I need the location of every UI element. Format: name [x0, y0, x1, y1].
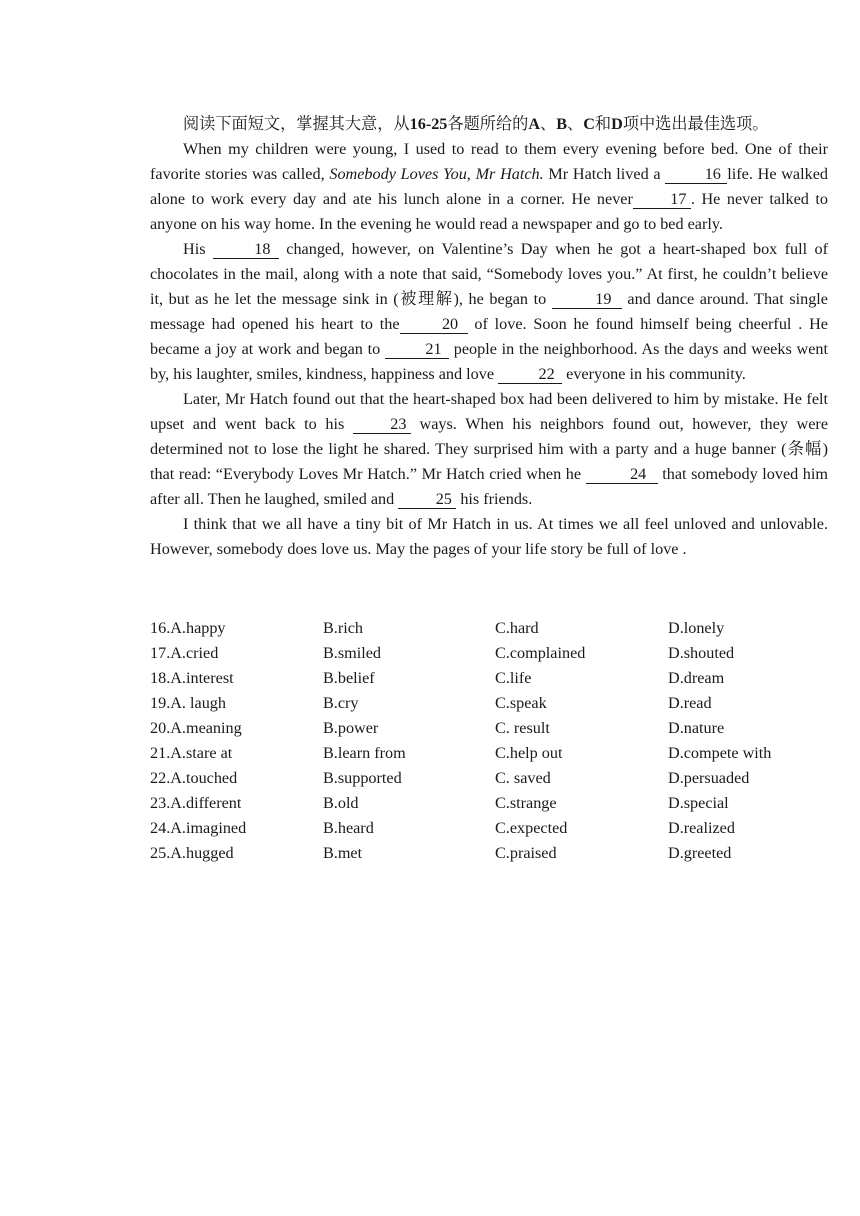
option-b: B.supported: [323, 769, 402, 787]
option-d: D.persuaded: [668, 769, 750, 787]
instruction-option-a: A: [528, 115, 541, 133]
instruction-option-d: D: [611, 115, 623, 133]
paragraph-text: When my children were young, I used to read to them every evening before bed. One of their favorite stories was called,: [150, 140, 828, 183]
paragraph-text: of love. Soon he found himself being cheerful . He became a joy at work and began to: [150, 315, 828, 358]
paragraph-text: his friends.: [456, 490, 533, 508]
blank-17: 17: [633, 191, 691, 209]
option-c: C.strange: [495, 794, 557, 812]
answer-options: [150, 616, 830, 866]
blank-19: 19: [552, 291, 622, 309]
option-a: 17.A.cried: [150, 644, 219, 662]
option-c: C. saved: [495, 769, 551, 787]
blank-24: 24: [586, 466, 658, 484]
blank-18: 18: [213, 241, 279, 259]
option-a: 24.A.imagined: [150, 819, 247, 837]
option-b: B.heard: [323, 819, 374, 837]
cloze-passage: [150, 112, 828, 562]
option-c: C.life: [495, 669, 532, 687]
paragraph-2: [150, 237, 828, 387]
blank-23: 23: [353, 416, 411, 434]
option-row: [150, 766, 830, 791]
instruction-line: [150, 112, 828, 137]
option-c: C.help out: [495, 744, 563, 762]
paragraph-text: and dance around. That single message had opened his heart to the: [150, 290, 828, 333]
paragraph-text: His: [183, 240, 213, 258]
option-b: B.power: [323, 719, 379, 737]
instruction-range: 16-25: [409, 115, 448, 133]
option-d: D.special: [668, 794, 729, 812]
paragraph-text: Mr Hatch lived a: [543, 165, 666, 183]
option-b: B.met: [323, 844, 363, 862]
paragraph-text: changed, however, on Valentine’s Day when he got a heart-shaped box full of chocolates in the mail, along with a note that said, “Somebody loves you.” At first, he couldn’t believe it, but as he let the message sink in (被理解), he began to: [150, 240, 828, 308]
option-d: D.realized: [668, 819, 735, 837]
option-a: 23.A.different: [150, 794, 242, 812]
option-row: [150, 841, 830, 866]
paragraph-text: everyone in his community.: [562, 365, 746, 383]
option-d: D.compete with: [668, 744, 772, 762]
option-row: [150, 791, 830, 816]
blank-21: 21: [385, 341, 449, 359]
story-title: Somebody Loves You, Mr Hatch.: [329, 165, 544, 183]
option-b: B.learn from: [323, 744, 406, 762]
option-row: [150, 741, 830, 766]
option-a: 22.A.touched: [150, 769, 238, 787]
option-d: D.lonely: [668, 619, 725, 637]
option-a: 20.A.meaning: [150, 719, 242, 737]
paragraph-4: I think that we all have a tiny bit of Mr Hatch in us. At times we all feel unloved and unlovable. However, somebody does love us. May the pages of your life story be full of love .: [150, 515, 828, 558]
paragraph-text: . He never talked to anyone on his way home. In the evening he would read a newspaper and go to bed early.: [150, 190, 828, 233]
option-row: [150, 616, 830, 641]
option-c: C. result: [495, 719, 550, 737]
option-a: 16.A.happy: [150, 619, 226, 637]
option-d: D.greeted: [668, 844, 732, 862]
instruction-option-c: C: [583, 115, 595, 133]
blank-16: 16: [665, 166, 727, 184]
option-c: C.praised: [495, 844, 557, 862]
paragraph-text: ways. When his neighbors found out, however, they were determined not to lose the light he shared. They surprised him with a party and a huge banner (条幅) that read: “Everybody Loves Mr Hatch.” Mr Hatch cried when he: [150, 415, 828, 483]
blank-22: 22: [498, 366, 562, 384]
option-a: 25.A.hugged: [150, 844, 234, 862]
option-c: C.complained: [495, 644, 586, 662]
option-row: [150, 716, 830, 741]
option-row: [150, 816, 830, 841]
option-d: D.shouted: [668, 644, 735, 662]
option-row: [150, 641, 830, 666]
instruction-text: 各题所给的: [447, 115, 529, 133]
option-b: B.cry: [323, 694, 359, 712]
option-a: 19.A. laugh: [150, 694, 226, 712]
option-a: 18.A.interest: [150, 669, 234, 687]
instruction-separator: 、: [567, 115, 584, 133]
option-c: C.expected: [495, 819, 568, 837]
instruction-separator: 、: [540, 115, 557, 133]
paragraph-3: [150, 387, 828, 512]
option-c: C.speak: [495, 694, 547, 712]
option-row: [150, 666, 830, 691]
blank-20: 20: [400, 316, 468, 334]
paragraph-1: [150, 137, 828, 237]
option-b: B.rich: [323, 619, 364, 637]
option-b: B.old: [323, 794, 359, 812]
option-a: 21.A.stare at: [150, 744, 233, 762]
option-b: B.smiled: [323, 644, 382, 662]
instruction-option-b: B: [556, 115, 568, 133]
instruction-text: 和: [594, 115, 612, 133]
instruction-text: 项中选出最佳选项。: [622, 115, 769, 133]
paragraph-text: that somebody loved him after all. Then he laughed, smiled and: [150, 465, 828, 508]
option-row: [150, 691, 830, 716]
instruction-text: 阅读下面短文，掌握其大意，从: [183, 115, 410, 133]
paragraph-text: Later, Mr Hatch found out that the heart-shaped box had been delivered to him by mistake. He felt upset and went back to his: [150, 390, 828, 433]
blank-25: 25: [398, 491, 456, 509]
option-b: B.belief: [323, 669, 375, 687]
option-c: C.hard: [495, 619, 539, 637]
option-d: D.read: [668, 694, 712, 712]
paragraph-text: life. He walked alone to work every day and ate his lunch alone in a corner. He never: [150, 165, 828, 208]
option-d: D.dream: [668, 669, 725, 687]
option-d: D.nature: [668, 719, 725, 737]
paragraph-text: people in the neighborhood. As the days and weeks went by, his laughter, smiles, kindness, happiness and love: [150, 340, 828, 383]
